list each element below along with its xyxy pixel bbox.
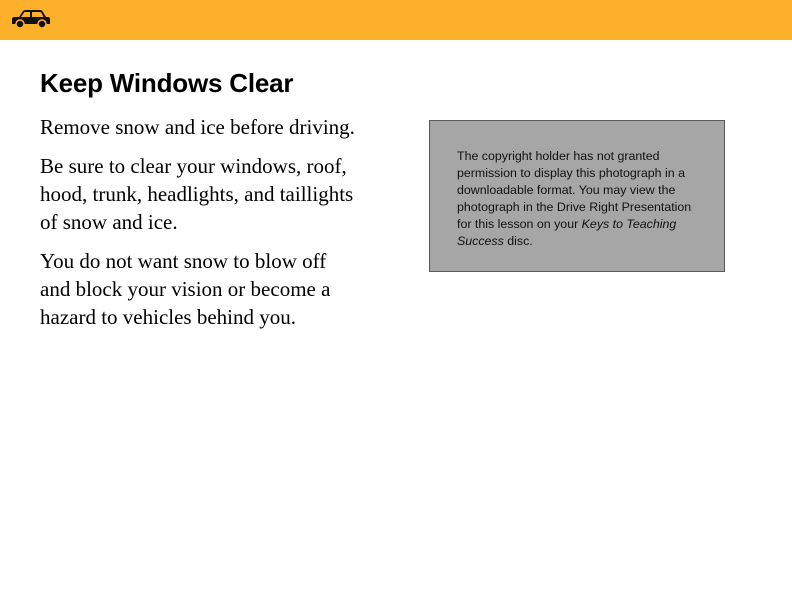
copyright-notice-suffix: disc. bbox=[503, 234, 533, 248]
copyright-notice-text: The copyright holder has not granted permission to display this photograph in a downloadable format. You may view the photograph in the Drive Right Presentation for this lesson on your bbox=[457, 149, 692, 231]
copyright-notice-disc-title: Keys to Teaching Success bbox=[457, 217, 677, 248]
copyright-notice bbox=[457, 148, 707, 250]
header-bar bbox=[0, 0, 792, 40]
photo-placeholder bbox=[429, 120, 725, 272]
car-icon bbox=[10, 9, 52, 29]
slide-title: Keep Windows Clear bbox=[40, 68, 294, 98]
body-paragraph: Be sure to clear your windows, roof, hood, trunk, headlights, and taillights of snow and ice. bbox=[40, 154, 354, 234]
body-paragraph: Remove snow and ice before driving. bbox=[40, 115, 355, 139]
body-paragraph: You do not want snow to blow off and block your vision or become a hazard to vehicles behind you. bbox=[40, 249, 331, 329]
header-scallop-edge bbox=[0, 36, 792, 42]
slide-body bbox=[40, 113, 360, 342]
